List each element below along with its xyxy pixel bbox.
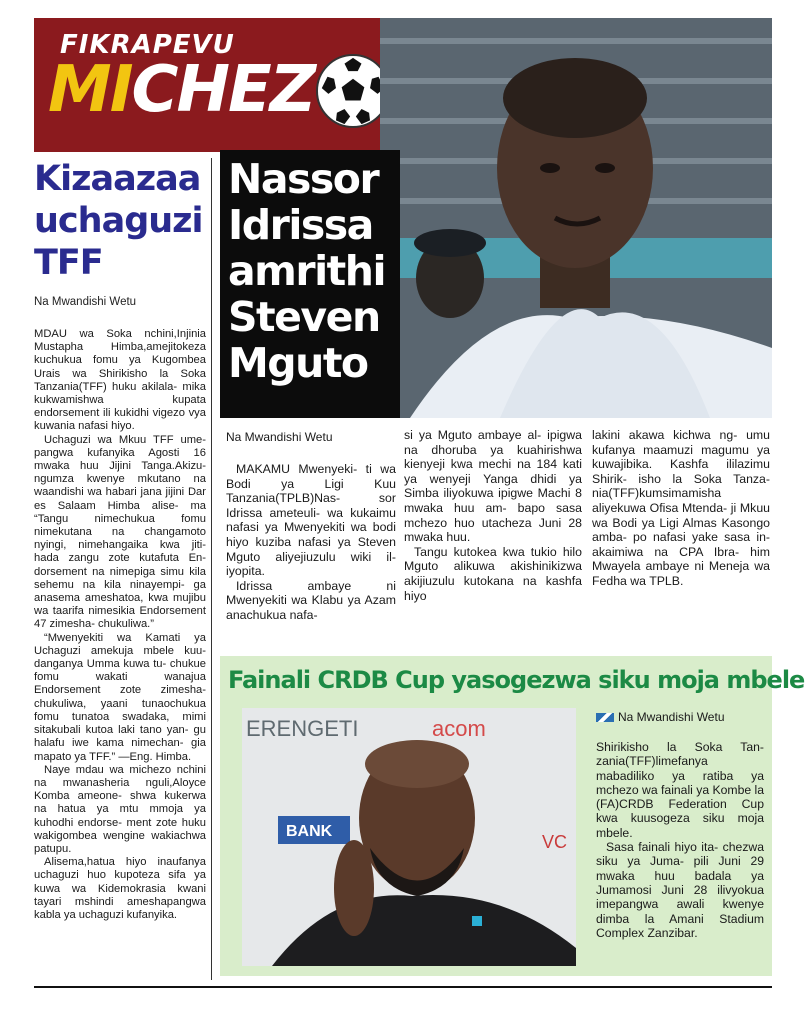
lead-paragraph: lakini akawa kichwa ng- umu kufanya maamuzi magumu ya kuwajibika. Kashfa ililazimu Shirik- isho la Soka Tanza- nia(TFF)kumsimamisha aliyekuwa Ofisa Mtenda- ji Mkuu wa Bodi ya Ligi Almas Kasongo amba- po nafasi yake sasa in- akaimiwa na CPA Ibra- him Mwayela ambaye ni Meneja wa Fedha wa TPLB. <box>592 428 770 588</box>
cup-story-box <box>220 656 805 976</box>
soccer-ball-icon <box>316 54 390 128</box>
lead-column-2 <box>404 428 582 603</box>
brand-top: FIKRAPEVU <box>60 30 235 60</box>
bottom-rule <box>34 986 772 988</box>
backdrop-text: acom <box>432 716 486 741</box>
brand-main <box>48 53 315 127</box>
lead-headline-line: Idrissa <box>228 201 373 249</box>
side-byline: Na Mwandishi Wetu <box>34 296 137 308</box>
masthead <box>34 18 406 152</box>
side-headline <box>34 158 206 284</box>
flag-icon <box>596 713 614 722</box>
lead-headline-line: Steven <box>228 293 380 341</box>
cup-headline: Fainali CRDB Cup yasogezwa siku moja mbele <box>228 666 805 694</box>
side-paragraph: “Mwenyekiti wa Kamati ya Uchaguzi amekuja mbele kuu- danganya Umma kuwa tu- chukue fomu wakati wanajua Endorsement zote zimesha- chukuliwa, yaani tunaochukua fomu tunatoa swadaka, mimi sitakubali kutoa laki tano yan- gu halafu iwe kama nimechan- gia mapato ya TFF.” —Eng. Himba. <box>34 631 206 763</box>
column-divider <box>211 158 212 980</box>
side-headline-line: TFF <box>34 243 103 283</box>
backdrop-text: VC <box>542 832 568 852</box>
cup-paragraph: Sasa fainali hiyo ita- chezwa siku ya Juma- pili Juni 29 mwaka huu badala ya Jumamosi Juni 28 ilivyokua imepangwa awali kwenye dimba la Amani Stadium Complex Zanzibar. <box>596 840 764 940</box>
backdrop-text: BANK <box>286 823 333 840</box>
cup-paragraph: Shirikisho la Soka Tan- zania(TFF)limefanya mabadiliko ya ratiba ya mchezo wa fainali ya Kombe la (FA)CRDB Federation Cup kwa kuusogeza siku moja mbele. <box>596 740 765 840</box>
side-paragraph: Uchaguzi wa Mkuu TFF ume- pangwa kufanyika Agosti 16 mwaka huu Jijini Tanga.Akizu- ngumza kwenye mkutano na waandishi wa habari jana jijini Dar es Salaam Himba alise- ma “Tangu nimechukua fomu nimekutana na changamoto nyingi, nimehangaika kwa jiti- hada zangu zote kutafuta En- dorsement na nimepiga simu kila sehemu na kila ninayempi- ga anasema ameshatoa, kwa mujibu wa taarifa nimesikia Endorsement 47 zimesha- chukuliwa.” <box>34 433 206 631</box>
side-headline-line: uchaguzi <box>34 201 203 241</box>
lead-paragraph: MAKAMU Mwenyeki- ti wa Bodi ya Ligi Kuu Tanzania(TPLB)Nas- sor Idrissa ameteuli- wa kukaimu nafasi ya Mwenyekiti wa bodi hiyo kuziba nafasi ya Steven Mguto aliyejiuzulu wiki il- iyopita. <box>226 462 396 579</box>
lead-headline-line: amrithi <box>228 247 386 295</box>
side-story <box>34 158 206 922</box>
side-body <box>34 328 206 922</box>
side-paragraph: MDAU wa Soka nchini,Injinia Mustapha Himba,amejitokeza kuchukua fomu ya Kugombea Urais wa Shirikisho la Soka Tanzania(TFF) huku akilala- mika kukwamishwa kupata endorsement ili kukidhi vigezo vya kuwania nafasi hiyo. <box>34 328 206 433</box>
cup-body <box>596 740 764 940</box>
lead-byline: Na Mwandishi Wetu <box>226 430 333 444</box>
brand-chez: CHEZ <box>131 53 315 127</box>
backdrop-text: ERENGETI <box>246 716 359 741</box>
lead-paragraph: si ya Mguto ambaye al- ipigwa na dhoruba ya kuahirishwa kienyeji kwa mechi na 184 kati ya wenyeji Yanga dhidi ya Simba iliyokuwa ipigwe Machi 8 mwaka huu am- bapo sasa mchezo huo utacheza Juni 28 mwaka huu. <box>404 428 582 545</box>
side-paragraph: Alisema,hatua hiyo inaufanya uchaguzi huo kupoteza sifa ya kuwa wa Kidemokrasia kwani tayari mshindi ameshapangwa kabla ya uchaguzi kufanyika. <box>34 856 206 921</box>
lead-paragraph: Idrissa ambaye ni Mwenyekiti wa Klabu ya Azam anachukua nafa- <box>226 578 396 622</box>
hero-photo <box>380 18 772 418</box>
cup-byline <box>596 710 725 724</box>
lead-headline-line: Mguto <box>228 339 368 387</box>
lead-column-3 <box>592 428 770 589</box>
side-headline-line: Kizaazaa <box>34 159 201 199</box>
lead-headline-line: Nassor <box>228 155 379 203</box>
side-paragraph: Naye mdau wa michezo nchini na mwanasheria nguli,Aloyce Komba ameone- shwa kukerwa na hatua ya mtu mmoja ya kuhodhi endorse- ment zote huku wakigombea wengine wakiachwa patupu. <box>34 763 206 855</box>
cup-byline-text: Na Mwandishi Wetu <box>618 710 725 724</box>
lead-headline <box>228 156 396 386</box>
brand-mi: MI <box>48 53 132 127</box>
cup-photo <box>242 708 576 966</box>
lead-headline-block <box>220 150 400 418</box>
lead-paragraph: Tangu kutokea kwa tukio hilo Mguto alikuwa akishinikizwa akijiuzulu kutokana na kashfa hiyo <box>404 544 582 603</box>
lead-column-1 <box>226 462 396 623</box>
